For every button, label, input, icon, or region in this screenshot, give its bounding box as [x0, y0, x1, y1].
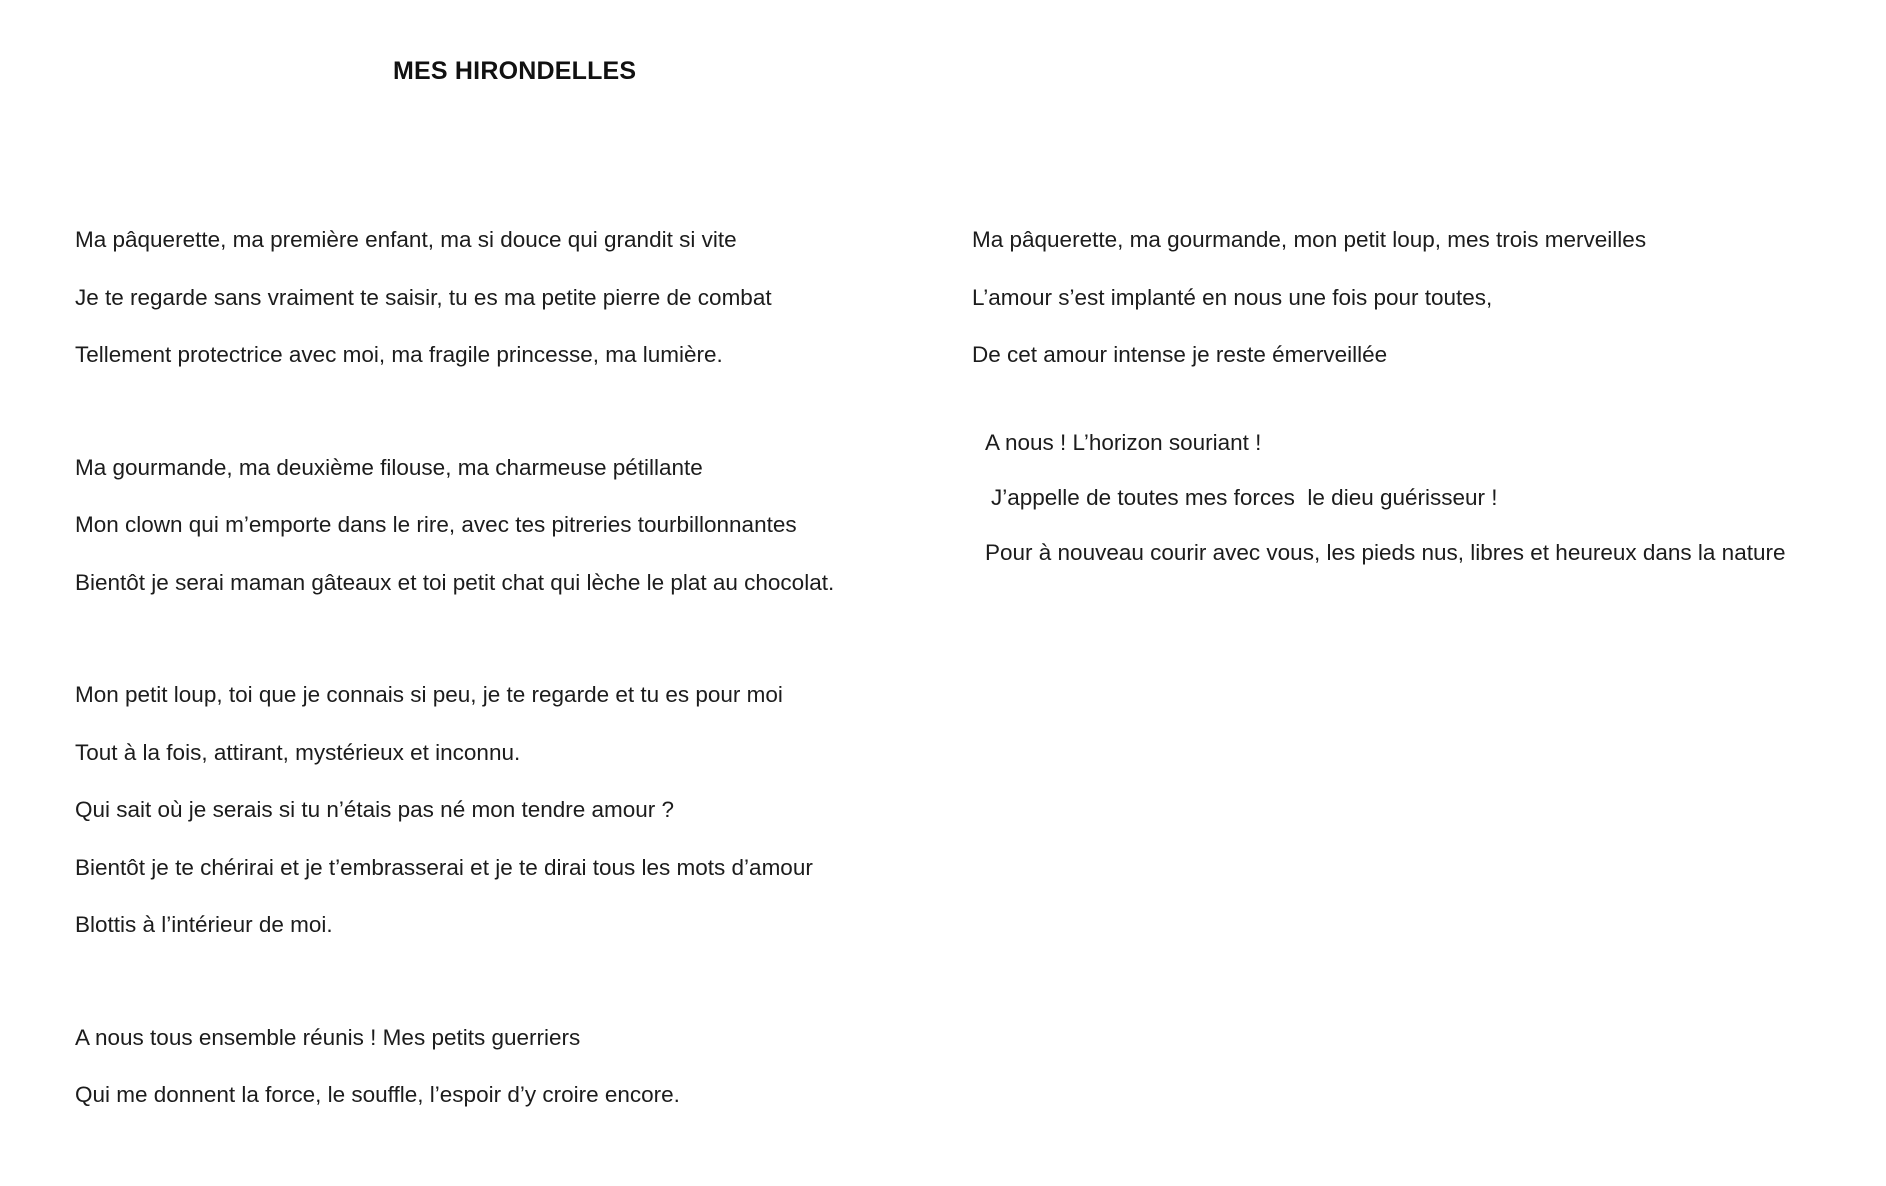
poem-line: Bientôt je te chérirai et je t’embrasserai et je te dirai tous les mots d’amour: [75, 854, 813, 880]
right-column: [972, 211, 1872, 580]
poem-line: Mon petit loup, toi que je connais si peu, je te regarde et tu es pour moi: [75, 682, 783, 707]
poem-line: A nous tous ensemble réunis ! Mes petits guerriers: [75, 1024, 581, 1050]
poem-line: Ma gourmande, ma deuxième filouse, ma charmeuse pétillante: [75, 454, 703, 480]
left-column: [75, 211, 975, 1124]
stanza-3: [75, 666, 975, 954]
poem-line: Ma pâquerette, ma première enfant, ma si douce qui grandit si vite: [75, 227, 737, 252]
stanza-2: [75, 439, 975, 612]
poem-line: Ma pâquerette, ma gourmande, mon petit loup, mes trois merveilles: [972, 227, 1647, 252]
poem-line: Qui me donnent la force, le souffle, l’espoir d’y croire encore.: [75, 1082, 680, 1107]
poem-line: L’amour s’est implanté en nous une fois pour toutes,: [972, 284, 1493, 310]
poem-line: J’appelle de toutes mes forces le dieu guérisseur !: [991, 484, 1498, 510]
poem-line: Tellement protectrice avec moi, ma fragile princesse, ma lumière.: [75, 342, 723, 367]
poem-line: Bientôt je serai maman gâteaux et toi petit chat qui lèche le plat au chocolat.: [75, 569, 835, 595]
poem-line: A nous ! L’horizon souriant !: [985, 429, 1262, 455]
stanza-5: [972, 211, 1872, 384]
poem-title: MES HIRONDELLES: [393, 57, 637, 85]
poem-line: De cet amour intense je reste émerveillée: [972, 342, 1388, 367]
poem-line: Tout à la fois, attirant, mystérieux et inconnu.: [75, 739, 521, 765]
poem-line: Pour à nouveau courir avec vous, les pieds nus, libres et heureux dans la nature: [985, 539, 1786, 565]
stanza-4: [75, 1009, 975, 1124]
poem-line: Blottis à l’intérieur de moi.: [75, 912, 333, 937]
poem-line: Mon clown qui m’emporte dans le rire, avec tes pitreries tourbillonnantes: [75, 512, 797, 537]
stanza-6: [972, 415, 1872, 580]
poem-line: Je te regarde sans vraiment te saisir, tu es ma petite pierre de combat: [75, 284, 772, 310]
poem-line: Qui sait où je serais si tu n’étais pas né mon tendre amour ?: [75, 797, 675, 822]
stanza-1: [75, 211, 975, 384]
